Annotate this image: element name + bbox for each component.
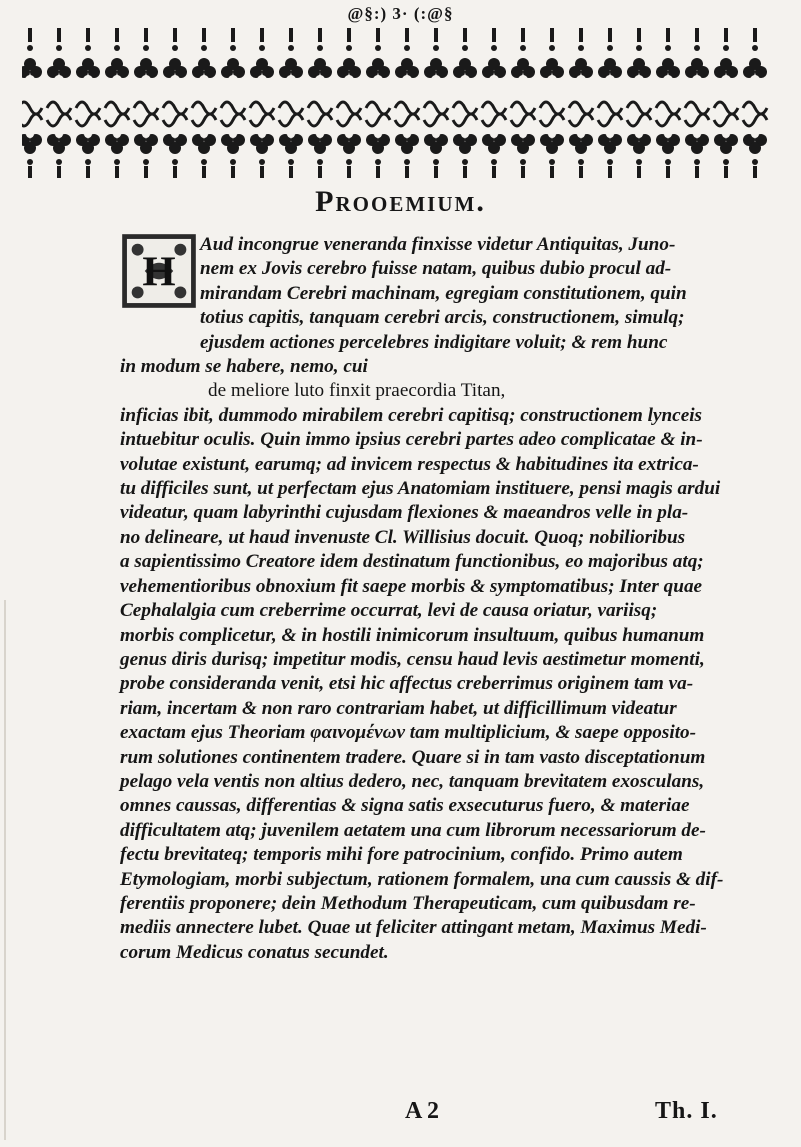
ornament-piece [57, 166, 61, 178]
ornament-piece [53, 142, 65, 154]
ornament-piece [720, 58, 732, 70]
text-line: vehementioribus obnoxium fit saepe morbis & symptomatibus; Inter quae [120, 575, 703, 597]
ornament-piece [376, 28, 380, 42]
ornament-piece [343, 58, 355, 70]
ornament-piece [665, 45, 671, 51]
ornament-piece [28, 166, 32, 178]
ornament-piece [285, 142, 297, 154]
ornament-piece [579, 28, 583, 42]
ornament-piece [112, 75, 122, 85]
ornament-piece [693, 130, 701, 138]
ornament-piece [491, 159, 497, 165]
ornament-piece [605, 75, 615, 85]
ornament-piece [405, 28, 409, 42]
text-line: tu difficiles sunt, ut perfectam ejus Anatomiam instituere, pensi magis ardui [120, 478, 721, 500]
ornament-piece [221, 114, 245, 126]
ornament-piece [279, 102, 303, 114]
ornament-piece [492, 28, 496, 42]
ornament-piece [666, 28, 670, 42]
ornament-piece [463, 166, 467, 178]
text-line: genus diris durisq; impetitur modis, censu haud levis aestimetur momenti, [120, 648, 705, 670]
ornament-piece [462, 45, 468, 51]
ornament-piece [492, 166, 496, 178]
ornament-piece [433, 45, 439, 51]
ornament-piece [634, 75, 644, 85]
ornament-piece [56, 45, 62, 51]
ornament-piece [250, 102, 274, 114]
ornament-piece [546, 58, 558, 70]
ornament-piece [743, 114, 767, 126]
ornament-piece [550, 166, 554, 178]
ornament-piece [202, 166, 206, 178]
ornament-piece [374, 130, 382, 138]
ornament-piece [636, 159, 642, 165]
ornament-piece [315, 75, 325, 85]
ornament-piece [202, 28, 206, 42]
ornament-piece [169, 142, 181, 154]
ornament-piece [548, 130, 556, 138]
ornament-piece [366, 102, 390, 114]
drop-cap-letter: H [142, 248, 176, 296]
ornament-piece [372, 142, 384, 154]
ornament-piece [258, 130, 266, 138]
ornament-piece [424, 114, 448, 126]
ornament-piece [635, 130, 643, 138]
ornament-piece [430, 58, 442, 70]
ornament-piece [24, 142, 36, 154]
ornament-piece [604, 58, 616, 70]
ornament-piece [521, 28, 525, 42]
ornament-piece [230, 45, 236, 51]
ornament-piece [113, 130, 121, 138]
ornament-piece [547, 75, 557, 85]
ornament-piece [743, 102, 767, 114]
ornament-piece [288, 45, 294, 51]
ornament-piece [695, 166, 699, 178]
ornament-piece [433, 159, 439, 165]
ornament-piece [598, 114, 622, 126]
ornament-piece [105, 102, 129, 114]
ornament-piece [714, 114, 738, 126]
ornament-piece [260, 28, 264, 42]
text-line: inficias ibit, dummodo mirabilem cerebri capitisq; constructionem lynceis [120, 404, 703, 426]
ornament-piece [229, 130, 237, 138]
text-line: volutae existunt, earumq; ad invicem respectus & habitudines ita extrica- [120, 453, 699, 475]
ornament-piece [172, 159, 178, 165]
text-line: morbis complicetur, & in hostili inimicorum insultuum, quibus humanum [120, 624, 705, 646]
ornament-piece [111, 142, 123, 154]
ornament-piece [752, 159, 758, 165]
ornament-piece [453, 102, 477, 114]
text-line: omnes caussas, differentias & signa satis exsecuturus fuero, & materiae [120, 795, 690, 817]
ornament-piece [250, 114, 274, 126]
ornament-piece [172, 45, 178, 51]
ornament-piece [47, 102, 71, 114]
text-line: intuebitur oculis. Quin immo ipsius cerebri partes adeo complicatae & in- [120, 429, 703, 451]
ornament-piece [28, 28, 32, 42]
ornament-piece [83, 75, 93, 85]
ornament-piece [317, 159, 323, 165]
text-line: mirandam Cerebri machinam, egregiam constitutionem, quin [200, 282, 687, 304]
ornament-piece [289, 166, 293, 178]
ornament-piece [579, 166, 583, 178]
ornament-piece [316, 130, 324, 138]
ornament-piece [395, 114, 419, 126]
ornament-piece [482, 114, 506, 126]
ornament-piece [750, 75, 760, 85]
body-text [120, 233, 790, 965]
text-line: rum solutiones continentem tradere. Quare si in tam vasto disceptationum [120, 746, 706, 768]
ornament-piece [199, 75, 209, 85]
ornament-piece [434, 166, 438, 178]
ornament-piece [57, 28, 61, 42]
ornament-piece [460, 75, 470, 85]
ornament-piece [259, 159, 265, 165]
ornament-piece [633, 58, 645, 70]
ornament-piece [375, 45, 381, 51]
ornament-piece [598, 102, 622, 114]
ornament-piece [404, 45, 410, 51]
ornament-piece [86, 166, 90, 178]
ornament-piece [403, 130, 411, 138]
ornament-piece [84, 130, 92, 138]
ornament-piece [314, 58, 326, 70]
ornament-piece [85, 159, 91, 165]
ornament-piece [22, 102, 42, 114]
ornament-piece [318, 28, 322, 42]
ornament-piece [285, 58, 297, 70]
ornament-piece [714, 102, 738, 114]
text-line: a sapientissimo Creatore idem destinatum functionibus, eo majoribus atq; [120, 551, 704, 573]
ornament-piece [201, 45, 207, 51]
ornament-piece [401, 58, 413, 70]
ornament-piece [665, 159, 671, 165]
ornament-piece [656, 102, 680, 114]
ornament-piece [520, 45, 526, 51]
ornament-piece [463, 28, 467, 42]
ornament-piece [256, 142, 268, 154]
text-line: videatur, quam labyrinthi cujusdam flexiones & maeandros velle in pla- [120, 502, 689, 524]
ornament-piece [337, 102, 361, 114]
ornament-piece [27, 159, 33, 165]
ornament-piece [633, 142, 645, 154]
ornament-piece [115, 28, 119, 42]
ornament-piece [230, 159, 236, 165]
ornament-piece [462, 159, 468, 165]
text-line: fectu brevitateq; temporis mihi fore patrocinium, confido. Primo autem [120, 844, 683, 866]
ornament-piece [549, 45, 555, 51]
ornament-piece [76, 114, 100, 126]
ornament-piece [607, 45, 613, 51]
ornament-piece [695, 28, 699, 42]
ornament-piece [431, 75, 441, 85]
ornament-piece [569, 102, 593, 114]
ornament-piece [489, 75, 499, 85]
ornament-piece [724, 28, 728, 42]
ornament-piece [569, 114, 593, 126]
ornament-piece [170, 75, 180, 85]
ornament-piece [720, 142, 732, 154]
ornament-piece [694, 159, 700, 165]
ornament-piece [169, 58, 181, 70]
ornament-piece [317, 45, 323, 51]
ornament-piece [289, 28, 293, 42]
ornament-piece [685, 102, 709, 114]
ornament-piece [140, 58, 152, 70]
ornament-piece [76, 102, 100, 114]
ornament-piece [724, 166, 728, 178]
ornament-piece [134, 102, 158, 114]
page-footer [0, 1098, 801, 1128]
ornament-piece [163, 102, 187, 114]
ornament-piece [576, 75, 586, 85]
ornament-piece [227, 142, 239, 154]
ornament-piece [637, 28, 641, 42]
ornament-piece [430, 142, 442, 154]
ornament-piece [606, 130, 614, 138]
ornament-piece [488, 142, 500, 154]
text-line: Cephalalgia cum creberrime occurrat, levi de causa oriatur, variisq; [120, 600, 658, 622]
ornament-piece [453, 114, 477, 126]
ornament-piece [662, 58, 674, 70]
ornament-piece [434, 28, 438, 42]
header-mark: @§:) 3· (:@§ [347, 4, 454, 23]
ornament-piece [373, 75, 383, 85]
ornament-piece [549, 159, 555, 165]
text-line: corum Medicus conatus secundet. [120, 941, 389, 963]
ornament-piece [540, 114, 564, 126]
ornament-piece [752, 45, 758, 51]
ornament-piece [722, 130, 730, 138]
ornament-piece [53, 58, 65, 70]
ornament-piece [666, 166, 670, 178]
ornament-piece [540, 102, 564, 114]
ornament-piece [685, 114, 709, 126]
ornament-piece [144, 166, 148, 178]
ornament-piece [376, 166, 380, 178]
text-line: exactam ejus Theoriam φαινομένων tam multiplicium, & saepe opposito- [120, 722, 697, 744]
ornament-piece [308, 114, 332, 126]
ornament-piece [337, 114, 361, 126]
ornament-piece [488, 58, 500, 70]
ornament-piece [228, 75, 238, 85]
ornament-piece [142, 130, 150, 138]
text-line: difficultatem atq; juvenilem aetatem una cum librorum necessariorum de- [120, 819, 706, 841]
text-line: totius capitis, tanquam cerebri arcis, constructionem, simulq; [200, 307, 685, 329]
ornament-piece [753, 166, 757, 178]
ornament-piece [173, 166, 177, 178]
ornament-piece [256, 58, 268, 70]
ornament-piece [546, 142, 558, 154]
text-line: mediis annectere lubet. Quae ut feliciter attingant metam, Maximus Medi- [120, 917, 707, 939]
ornament-piece [511, 114, 535, 126]
text-line: ferentiis proponere; dein Methodum Therapeuticam, cum quibusdam re- [120, 892, 696, 914]
ornament-piece [575, 142, 587, 154]
ornament-piece [517, 142, 529, 154]
ornament-piece [82, 58, 94, 70]
ornament-piece [114, 159, 120, 165]
ornament-piece [401, 142, 413, 154]
ornament-piece [691, 58, 703, 70]
ornament-piece [25, 75, 35, 85]
ornament-piece [221, 102, 245, 114]
ornament-piece [231, 166, 235, 178]
ornament-piece [424, 102, 448, 114]
ornament-piece [636, 45, 642, 51]
ornament-piece [723, 45, 729, 51]
ornament-piece [749, 142, 761, 154]
ornament-piece [482, 102, 506, 114]
ornament-piece [318, 166, 322, 178]
ornament-piece [656, 114, 680, 126]
ornament-piece [86, 28, 90, 42]
decorative-headband [22, 28, 778, 178]
ornament-piece [366, 114, 390, 126]
ornament-piece [27, 45, 33, 51]
page-edge [4, 600, 6, 1140]
ornament-piece [115, 166, 119, 178]
ornament-piece [550, 28, 554, 42]
ornament-piece [521, 166, 525, 178]
text-line: probe consideranda venit, etsi hic affectus creberrimus originem tam va- [120, 673, 694, 695]
ornament-piece [22, 114, 42, 126]
ornament-piece [637, 166, 641, 178]
ornament-piece [144, 28, 148, 42]
ornament-piece [372, 58, 384, 70]
ornament-piece [163, 114, 187, 126]
ornament-piece [753, 28, 757, 42]
signature-mark: A 2 [405, 1098, 440, 1124]
ornament-piece [287, 130, 295, 138]
ornament-piece [171, 130, 179, 138]
ornament-piece [47, 114, 71, 126]
ornament-piece [192, 114, 216, 126]
ornament-piece [143, 159, 149, 165]
ornament-piece [518, 75, 528, 85]
page-title: Prooemium. [315, 185, 486, 218]
ornament-piece [257, 75, 267, 85]
text-line: riam, incertam & non raro contrariam habet, ut difficillimum videatur [120, 697, 677, 719]
ornament-piece [143, 45, 149, 51]
ornament-piece [432, 130, 440, 138]
ornament-piece [26, 130, 34, 138]
ornament-piece [607, 159, 613, 165]
ornament-piece [402, 75, 412, 85]
ornament-piece [85, 45, 91, 51]
ornament-piece [286, 75, 296, 85]
ornament-piece [520, 159, 526, 165]
ornament-piece [105, 114, 129, 126]
ornament-piece [55, 130, 63, 138]
ornament-piece [575, 58, 587, 70]
ornament-piece [346, 159, 352, 165]
ornament-piece [694, 45, 700, 51]
ornament-piece [577, 130, 585, 138]
ornament-piece [344, 75, 354, 85]
ornament-piece [198, 58, 210, 70]
ornament-piece [141, 75, 151, 85]
ornament-piece [134, 114, 158, 126]
ornament-piece [346, 45, 352, 51]
ornament-piece [511, 102, 535, 114]
ornament-piece [608, 166, 612, 178]
ornament-piece [749, 58, 761, 70]
ornament-piece [405, 166, 409, 178]
ornament-piece [604, 142, 616, 154]
text-line: ejusdem actiones percelebres indigitare voluit; & rem hunc [200, 331, 668, 353]
ornament-piece [288, 159, 294, 165]
ornament-piece [56, 159, 62, 165]
ornament-piece [664, 130, 672, 138]
ornament-piece [279, 114, 303, 126]
ornament-piece [578, 45, 584, 51]
ornament-piece [24, 58, 36, 70]
ornament-piece [490, 130, 498, 138]
ornament-piece [201, 159, 207, 165]
ornament-piece [627, 114, 651, 126]
ornament-piece [662, 142, 674, 154]
ornament-piece [491, 45, 497, 51]
ornament-piece [192, 102, 216, 114]
ornament-piece [54, 75, 64, 85]
ornament-piece [227, 58, 239, 70]
text-line: nem ex Jovis cerebro fuisse natam, quibus dubio procul ad- [200, 258, 672, 280]
ornament-piece [461, 130, 469, 138]
ornament-piece [375, 159, 381, 165]
ornament-piece [519, 130, 527, 138]
ornament-piece [459, 58, 471, 70]
text-line: pelago vela ventis non altius dedero, nec, tanquam brevitatem exosculans, [120, 770, 705, 792]
ornament-piece [198, 142, 210, 154]
text-line: Etymologiam, morbi subjectum, rationem formalem, una cum caussis & dif- [120, 868, 724, 890]
ornament-piece [608, 28, 612, 42]
ornament-piece [343, 142, 355, 154]
ornament-piece [723, 159, 729, 165]
ornament-piece [691, 142, 703, 154]
ornament-piece [345, 130, 353, 138]
ornament-piece [692, 75, 702, 85]
ornament-piece [308, 102, 332, 114]
ornament-piece [231, 28, 235, 42]
ornament-piece [114, 45, 120, 51]
ornament-piece [347, 166, 351, 178]
ornament-piece [459, 142, 471, 154]
ornament-piece [627, 102, 651, 114]
ornament-piece [173, 28, 177, 42]
ornament-piece [260, 166, 264, 178]
ornament-piece [404, 159, 410, 165]
ornament-piece [347, 28, 351, 42]
ornament-piece [259, 45, 265, 51]
verse-line: de meliore luto finxit praecordia Titan, [208, 380, 506, 402]
ornament-piece [314, 142, 326, 154]
ornament-piece [111, 58, 123, 70]
ornament-piece [578, 159, 584, 165]
ornament-piece [140, 142, 152, 154]
ornament-piece [200, 130, 208, 138]
ornament-piece [721, 75, 731, 85]
ornament-piece [82, 142, 94, 154]
text-line: Aud incongrue veneranda finxisse videtur Antiquitas, Juno- [200, 234, 676, 255]
ornament-piece [517, 58, 529, 70]
catchword: Th. I. [655, 1098, 718, 1124]
text-line: in modum se habere, nemo, cui [120, 356, 368, 378]
text-line: no delineare, ut haud invenuste Cl. Willisius docuit. Quoq; nobilioribus [120, 526, 686, 548]
ornament-piece [395, 102, 419, 114]
ornament-piece [663, 75, 673, 85]
ornament-piece [751, 130, 759, 138]
